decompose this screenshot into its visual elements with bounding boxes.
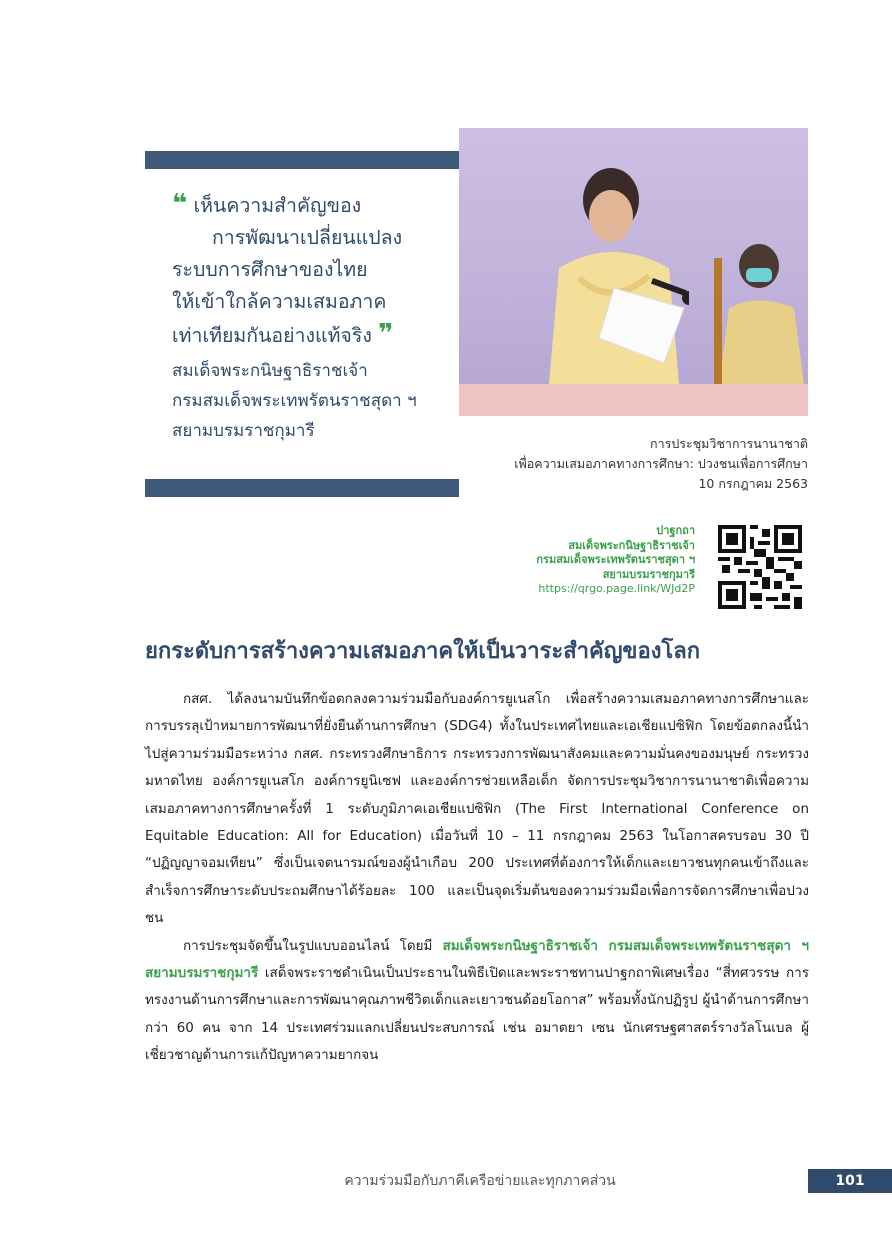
quote-attribution	[172, 356, 462, 446]
speech-line-1: ปาฐกถา	[656, 524, 695, 537]
paragraph-1: กสศ. ได้ลงนามบันทึกข้อตกลงความร่วมมือกับองค์การยูเนสโก เพื่อสร้างความเสมอภาคทางการศึกษาและการบรรลุเป้าหมายการพัฒนาที่ยั่งยืนด้านการศึกษา (SDG4) ทั้งในประเทศไทยและเอเชียแปซิฟิก โดยข้อตกลงนี้นำไปสู่ความร่วมมือระหว่าง กสศ. กระทรวงศึกษาธิการ กระทรวงการพัฒนาสังคมและความมั่นคงของมนุษย์ กระทรวงมหาดไทย องค์การยูเนสโก องค์การยูนิเซฟ และองค์การช่วยเหลือเด็ก จัดการประชุมวิชาการนานาชาติเพื่อความเสมอภาคทางการศึกษาครั้งที่ 1 ระดับภูมิภาคเอเชียแปซิฟิก (The First International Conference on Equitable Education: All for Education) เมื่อวันที่ 10 – 11 กรกฎาคม 2563 ในโอกาสครบรอบ 30 ปี “ปฏิญญาจอมเทียน” ซึ่งเป็นเจตนารมณ์ของผู้นำเกือบ 200 ประเทศที่ต้องการให้เด็กและเยาวชนทุกคนเข้าถึงและสำเร็จการศึกษาระดับประถมศึกษาได้ร้อยละ 100 และเป็นจุดเริ่มต้นของความร่วมมือเพื่อการจัดการศึกษาเพื่อปวงชน	[145, 691, 809, 927]
quote-line-5: เท่าเทียมกันอย่างแท้จริง	[172, 324, 372, 347]
speech-link-block	[435, 524, 695, 597]
speech-line-4: สยามบรมราชกุมารี	[602, 567, 695, 581]
event-photo	[459, 128, 808, 416]
qr-code-icon[interactable]	[718, 525, 802, 609]
decorative-bottom-bar	[145, 479, 459, 497]
speaker-figure-icon	[519, 158, 689, 384]
paragraph-2-highlight: สมเด็จพระกนิษฐาธิราชเจ้า กรมสมเด็จพระเทพรัตนราชสุดา ฯ สยามบรมราชกุมารี	[145, 937, 809, 982]
attribution-line-2: กรมสมเด็จพระเทพรัตนราชสุดา ฯ	[172, 391, 417, 411]
photo-floor	[459, 384, 808, 416]
attribution-line-3: สยามบรมราชกุมารี	[172, 421, 315, 441]
caption-line-3: 10 กรกฎาคม 2563	[698, 476, 808, 491]
caption-line-2: เพื่อความเสมอภาคทางการศึกษา: ปวงชนเพื่อการศึกษา	[514, 456, 808, 471]
footer-section-title: ความร่วมมือกับภาคีเครือข่ายและทุกภาคส่วน	[344, 1173, 616, 1189]
quote-line-4: ให้เข้าใกล้ความเสมอภาค	[172, 290, 387, 313]
photo-caption	[448, 434, 808, 494]
paragraph-2-rest: เสด็จพระราชดำเนินเป็นประธานในพิธีเปิดและพระราชทานปาฐกถาพิเศษเรื่อง “สี่ทศวรรษ การทรงงานด้านการศึกษาและการพัฒนาคุณภาพชีวิตเด็กและเยาวชนด้อยโอกาส” พร้อมทั้งนักปฏิรูป ผู้นำด้านการศึกษา กว่า 60 คน จาก 14 ประเทศร่วมแลกเปลี่ยนประสบการณ์ เช่น อมาตยา เซน นักเศรษฐศาสตร์รางวัลโนเบล ผู้เชี่ยวชาญด้านการแก้ปัญหาความยากจน	[145, 965, 809, 1064]
pull-quote	[172, 188, 462, 352]
paragraph-2	[145, 933, 809, 1070]
paragraph-2-lead: การประชุมจัดขึ้นในรูปแบบออนไลน์ โดยมี	[183, 937, 433, 954]
open-quote-icon: ❝	[172, 189, 188, 219]
page-number: 101	[808, 1169, 892, 1193]
speech-line-2: สมเด็จพระกนิษฐาธิราชเจ้า	[568, 538, 695, 552]
close-quote-icon: ❞	[378, 319, 394, 349]
speech-url-link[interactable]: https://qrgo.page.link/WJd2P	[538, 582, 695, 595]
decorative-top-bar	[145, 151, 459, 169]
body-text	[145, 686, 809, 1070]
quote-line-2: การพัฒนาเปลี่ยนแปลง	[212, 226, 403, 249]
quote-line-1: เห็นความสำคัญของ	[193, 194, 362, 217]
attribution-line-1: สมเด็จพระกนิษฐาธิราชเจ้า	[172, 361, 368, 381]
speech-line-3: กรมสมเด็จพระเทพรัตนราชสุดา ฯ	[536, 553, 695, 566]
caption-line-1: การประชุมวิชาการนานาชาติ	[650, 436, 808, 451]
quote-line-3: ระบบการศึกษาของไทย	[172, 258, 368, 281]
section-heading: ยกระดับการสร้างความเสมอภาคให้เป็นวาระสำคัญของโลก	[145, 639, 701, 664]
attendee-figure-icon	[714, 238, 808, 384]
